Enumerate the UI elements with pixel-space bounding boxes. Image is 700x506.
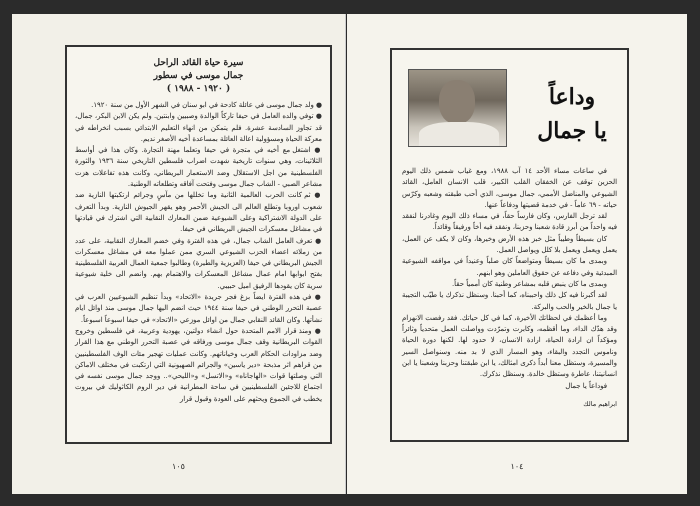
biography-box <box>65 45 332 444</box>
bullet-paragraph: ● ومنذ قرار الامم المتحدة حول انشاء دولتين، يهودية وعربية، في فلسطين وخروج القوات البريطانية وقف جمال موسى ورفاقه في عصبة التحرر الوطني مع هذا القرار وضد مزاودات الحكام العرب وخياناتهم. وكانت عمليات تهجير مئات الوف الفلسطينيين من قراهم اثر مذبحة «دير ياسين» والجرائم الصهيونية التي ارتكبت في مختلف الاماكن التي وصلتها قوات «الهاجاناه» و«الاتسل» و«الليحي».. ووجد جمال موسى نفسه في اجتماع للاجئين الفلسطينيين في ساحة المطرانية في دير الروم الكاثوليك في بيروت يخطب في الجموع ويحثهم على العودة وقبول قرار <box>75 326 322 405</box>
biography-text <box>75 100 322 405</box>
bullet-paragraph: ● ثم كانت الحرب العالمية الثانية وما تخللها من مآسٍ وجرائم ارتكبتها النازية ضد شعوب اوروبا وتطلع العالم الى الجيش الأحمر وهو يقهر الجيوش النازية. وبدأ التعرف على الدولة الاشتراكية وعلى الشيوعية ضمن المعارك النقابية التي اشترك في قيادتها في مشاغل معسكرات الجيش البريطاني في حيفا. <box>75 190 322 235</box>
bullet-paragraph: ● اشتغل مع أخيه في متجرة في حيفا وتعلما مهنة التجارة. وكان هذا في أواسط الثلاثينات، وهي سنوات تاريخية شهدت اضراب فلسطين التاريخي سنة ١٩٣٦ والثورة الفلسطينية من اجل الاستقلال وضد الاستعمار البريطاني، وكانت هذه تفاعلات هزت مشاعر الصبي - الشاب جمال موسى وفتحت آفاقه وتطلعاته الوطنية. <box>75 145 322 190</box>
paragraph: وبمدى ما كان بسيطاً ومتواضعاً كان صلباً وعنيداً في مواقفه الشيوعية المبدئية وفي دفاعه عن حقوق العاملين وهو ابنهم. <box>402 257 617 277</box>
title-line: جمال موسى في سطور <box>153 71 244 81</box>
right-page <box>347 14 687 494</box>
paragraph: كان بسيطاً وطيباً مثل خبز هذه الأرض وخيرها، وكان لا يكف عن العمل، يعمل ويعمل ويعمل بلا كلل ويواصل العمل. <box>402 234 617 255</box>
portrait-photo <box>408 69 507 147</box>
paragraph: وبمدى ما كان ينبض قلبه بمشاعر وطنية كان أممياً حقاً. <box>451 279 607 288</box>
farewell-box <box>390 48 629 442</box>
farewell-text <box>402 166 617 392</box>
left-page <box>12 14 346 494</box>
biography-title <box>75 57 322 96</box>
title-years: ( ١٩٢٠ - ١٩٨٨ ) <box>166 84 231 94</box>
paragraph: في ساعات مساء الأحد ١٤ آب ١٩٨٨، ومع غياب شمس ذلك اليوم الحزين توقف عن الخفقان القلب الكبير، قلب الانسان العامل، القائد الشيوعي والمناضل الأممي، جمال موسى، الذي أحب طبقته وشعبه وكرّس حياته - ٦٩ عاماً - في خدمة قضيتها ودفاعاً عنها. <box>402 167 617 209</box>
paragraph: وما أعظمك في لحظاتك الأخيرة، كما في كل حياتك. فقد رفضت الانهزام وقد هدّك الداء، وما أقظمه، وكابرت وتمرّدت وواصلت العمل متحدياً وثائراً ومؤكداً ان ارادة الحياة، ارادة الانسان، لا حدود لها. لكنها دورة الحياة وناموس التجدد والبقاء، وهو المسار الذي لا بد منه. وسنواصل السير والمسيرة، وستظل معنا أبداً ذكرى امثالك، يا ابن طبقتنا وحزبنا وشعبنا يا ابن انسانيتنا، عاطرة وستظل خالدة. وسنظل نذكرك. <box>402 313 617 379</box>
bullet-paragraph: ● في هذه الفترة ايضاً بزغ فجر جريدة «الاتحاد» وبدأ تنظيم الشيوعيين العرب في عصبة التحرر الوطني في حيفا سنة ١٩٤٤ حيث انضم اليها جمال موسى منذ اوائل ايام نشأتها. وكان القائد النقابي جمال من اوائل موزعي «الاتحاد» في حيفا اسبوعاً اسبوعاً. <box>75 292 322 326</box>
bullet-paragraph: ● تعرف العامل الشاب جمال، في هذه الفترة وفي خضم المعارك النقابية، على عدد من زملائه اعضاء الحزب الشيوعي السري ممن عملوا معه في مشاغل معسكرات الجيش البريطاني في حيفا (العزيزية والطيرة) وطالبوا جمعية العمال العربية الفلسطينية بفتح ابوابها امام عمال مشاغل المعسكرات والاهتمام بهم. وانضم الى خلية شيوعية سرية كان يقودها الرفيق اميل حبيبي. <box>75 236 322 292</box>
title-line: سيرة حياة القائد الراحل <box>153 58 244 68</box>
signature: ابراهيم مالك <box>583 399 617 408</box>
heading-line: يا جمال <box>537 118 607 144</box>
farewell-heading <box>527 80 617 148</box>
paragraph: لقد أكبرنا فيه كل ذلك واحببناه، كما أحبنا. وسنظل نذكرك يا طيّب التجيبة يا جمال بالخير والحب والبركة. <box>402 291 617 311</box>
paragraph: فوداعاً يا جمال <box>565 381 607 390</box>
heading-line: وداعاً <box>548 84 596 110</box>
paragraph: لقد ترجل الفارس، وكان فارساً حقاً، في مساء ذلك اليوم وغادرنا لنفقد فيه واحداً من أبرز قادة شعبنا وحزبنا، ونفقد فيه أخاً ورفيقاً وقائداً. <box>402 212 617 232</box>
page-number: ١٠٥ <box>172 462 185 471</box>
bullet-paragraph: ● ولد جمال موسى في عائلة كادحة في ابو سنان في الشهر الأول من سنة ١٩٢٠. <box>75 100 322 111</box>
bullet-paragraph: ● توفي والده العامل في حيفا تاركاً الوالدة وصبيين وابنتين. ولم يكن الابن البكر، جمال، قد تجاوز السادسة عشرة. فلم يتمكن من انهاء التعليم الابتدائي بسبب انخراطه في معركة الحياة ومسؤولية اعالة العائلة بمساعدة أخيه الأصغر نديم. <box>75 111 322 145</box>
page-number: ١٠٤ <box>510 462 524 471</box>
